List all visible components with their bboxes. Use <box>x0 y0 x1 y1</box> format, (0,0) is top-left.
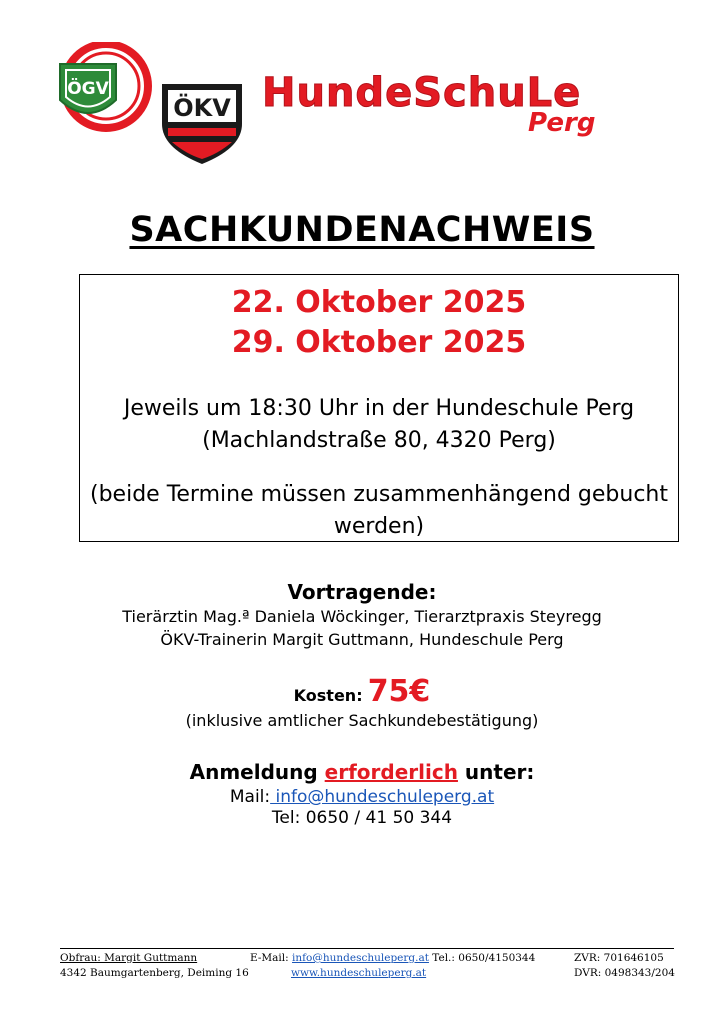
footer-divider <box>60 948 674 949</box>
brand-title: HundeSchuLe <box>262 70 582 116</box>
time-place-line-2: (Machlandstraße 80, 4320 Perg) <box>202 428 556 453</box>
footer-dvr: DVR: 0498343/204 <box>574 967 675 979</box>
footer-email-label: E-Mail: <box>250 952 289 964</box>
speakers-heading: Vortragende: <box>287 580 437 604</box>
date-2: 29. Oktober 2025 <box>231 325 527 360</box>
footer-zvr: ZVR: 701646105 <box>574 952 664 964</box>
cost-note: (inklusive amtlicher Sachkundebestätigung) <box>185 711 539 730</box>
cost-line <box>0 674 724 709</box>
registration-phone: Tel: 0650 / 41 50 344 <box>271 808 453 828</box>
registration-heading <box>0 760 724 784</box>
mail-link[interactable]: info@hundeschuleperg.at <box>270 787 495 807</box>
footer-web-link[interactable]: www.hundeschuleperg.at <box>291 967 427 979</box>
footer-chair: Obfrau: Margit Guttmann <box>60 952 198 964</box>
footer-email-line <box>250 952 535 964</box>
registration-prefix: Anmeldung <box>189 760 325 784</box>
dates-box <box>79 274 679 542</box>
svg-text:ÖGV: ÖGV <box>67 79 109 99</box>
mail-label: Mail: <box>229 787 271 807</box>
cost-label: Kosten: <box>293 686 363 705</box>
footer-email-link[interactable]: info@hundeschuleperg.at <box>292 952 429 964</box>
svg-text:ÖKV: ÖKV <box>173 94 231 122</box>
brand-subtitle: Perg <box>528 108 596 138</box>
oegv-logo <box>54 42 154 132</box>
document-title-text: SACHKUNDENACHWEIS <box>129 210 595 250</box>
speaker-1: Tierärztin Mag.ª Daniela Wöckinger, Tierarztpraxis Steyregg <box>122 607 602 626</box>
speaker-2: ÖKV-Trainerin Margit Guttmann, Hundeschule Perg <box>160 630 564 649</box>
date-1: 22. Oktober 2025 <box>231 285 527 320</box>
footer-phone: Tel.: 0650/4150344 <box>432 952 536 964</box>
registration-required: erforderlich <box>324 760 458 784</box>
note-line-1: (beide Termine müssen zusammenhängend gebucht <box>90 482 668 507</box>
note-line-2: werden) <box>333 514 425 539</box>
oekv-logo <box>158 80 246 166</box>
document-title <box>0 210 724 250</box>
footer-address: 4342 Baumgartenberg, Deiming 16 <box>60 967 249 979</box>
time-place-line-1: Jeweils um 18:30 Uhr in der Hundeschule Perg <box>123 396 635 421</box>
registration-mail-line <box>0 786 724 808</box>
registration-suffix: unter: <box>457 760 535 784</box>
cost-price: 75€ <box>367 674 431 709</box>
